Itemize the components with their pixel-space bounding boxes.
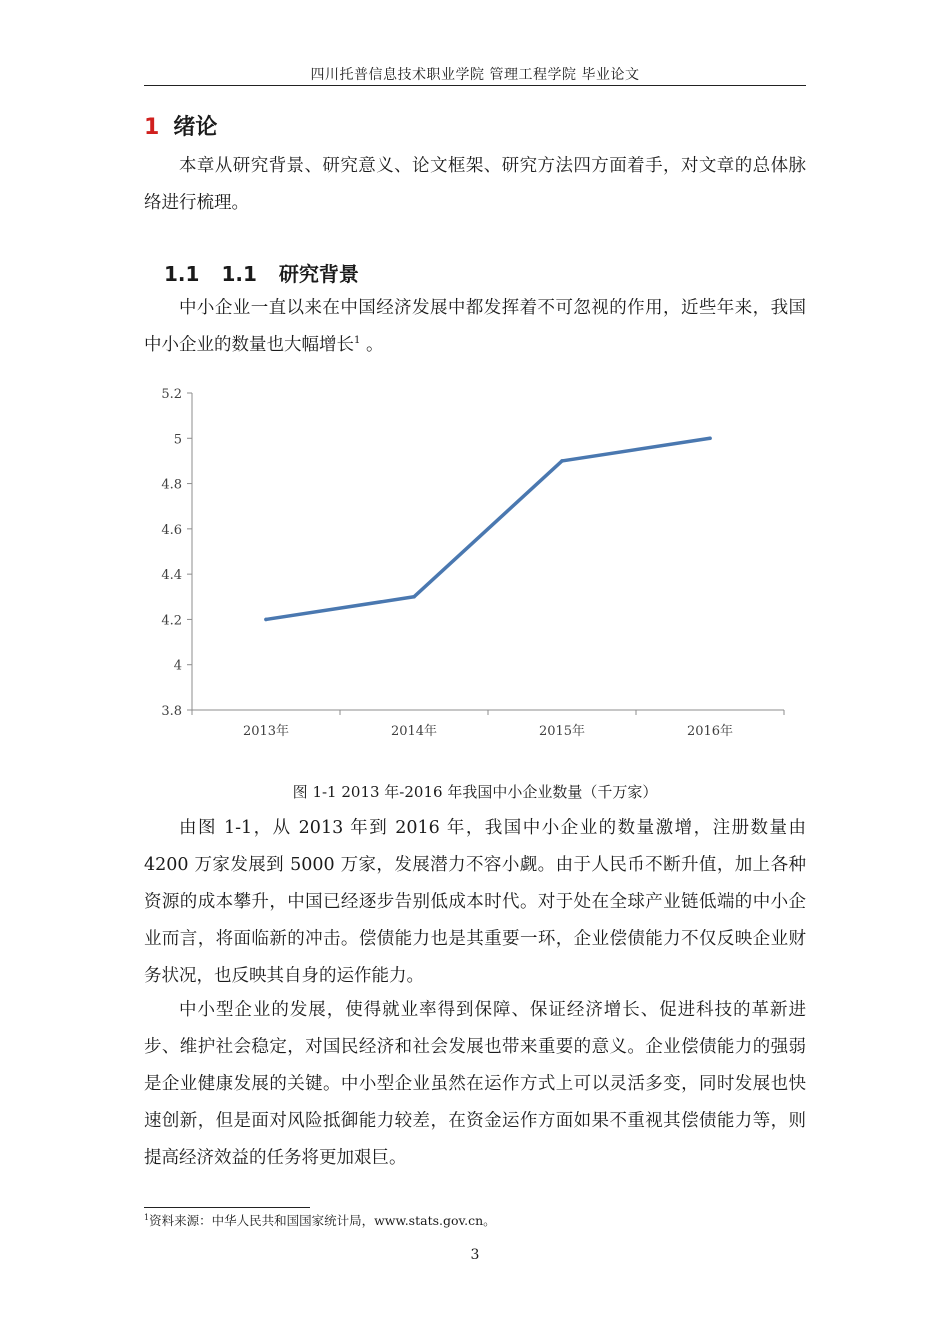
footnote-rule — [144, 1207, 310, 1208]
y-tick-label: 4.4 — [161, 568, 182, 584]
x-tick-label: 2014年 — [390, 724, 438, 739]
y-tick-label: 5 — [173, 432, 182, 448]
paragraph-1 — [144, 290, 806, 364]
series-line — [266, 438, 710, 619]
paragraph-3: 中小型企业的发展，使得就业率得到保障、保证经济增长、促进科技的革新进步、维护社会稳定，对国民经济和社会发展也带来重要的意义。企业偿债能力的强弱是企业健康发展的关键。中小型企业虽然在运作方式上可以灵活多变，同时发展也快速创新，但是面对风险抵御能力较差，在资金运作方面如果不重视其偿债能力等，则提高经济效益的任务将更加艰巨。 — [144, 1000, 806, 1168]
chapter-title: 绪论 — [173, 115, 218, 140]
paragraph-1-text: 中小企业一直以来在中国经济发展中都发挥着不可忽视的作用，近些年来，我国中小企业的数量也大幅增长 — [144, 298, 806, 355]
figure-caption: 图 1-1 2013 年-2016 年我国中小企业数量（千万家） — [292, 783, 658, 801]
x-tick-label: 2016年 — [686, 724, 734, 739]
x-tick-label: 2015年 — [538, 724, 586, 739]
y-tick-label: 5.2 — [161, 387, 182, 402]
data-point — [412, 595, 416, 599]
footnote-mark: 1 — [144, 1212, 150, 1222]
paragraph-1-tail: 。 — [360, 335, 384, 355]
footnote-text: 资料来源：中华人民共和国国家统计局，www.stats.gov.cn。 — [149, 1213, 496, 1228]
footnote-ref: 1 — [354, 335, 361, 347]
page-number: 3 — [470, 1247, 480, 1263]
chapter-heading — [144, 112, 217, 144]
data-point — [708, 436, 712, 440]
intro-paragraph: 本章从研究背景、研究意义、论文框架、研究方法四方面着手，对文章的总体脉络进行梳理。 — [144, 156, 806, 213]
y-tick-label: 4.6 — [161, 522, 182, 538]
y-tick-label: 4.2 — [161, 613, 182, 629]
page-header: 四川托普信息技术职业学院 管理工程学院 毕业论文 — [310, 67, 640, 83]
data-point — [264, 618, 268, 622]
section-heading — [164, 259, 359, 289]
footnote — [144, 1212, 496, 1230]
paragraph-2: 由图 1-1，从 2013 年到 2016 年，我国中小企业的数量激增，注册数量由 4200 万家发展到 5000 万家，发展潜力不容小觑。由于人民币不断升值，加上各种资源的成本攀升，中国已经逐步告别低成本时代。对于处在全球产业链低端的中小企业而言，将面临新的冲击。偿债能力也是其重要一环，企业偿债能力不仅反映企业财务状况，也反映其自身的运作能力。 — [144, 818, 806, 986]
y-tick-label: 3.8 — [161, 704, 182, 719]
line-chart — [144, 380, 806, 750]
x-tick-label: 2013年 — [242, 724, 290, 739]
chapter-number: 1 — [144, 115, 160, 140]
header-rule — [144, 85, 806, 86]
section-number: 1.1 — [164, 262, 200, 286]
y-tick-label: 4 — [173, 658, 182, 674]
y-tick-label: 4.8 — [161, 477, 182, 493]
data-point — [560, 459, 564, 463]
section-sub-number: 1.1 — [221, 262, 257, 286]
section-title: 研究背景 — [278, 262, 359, 286]
